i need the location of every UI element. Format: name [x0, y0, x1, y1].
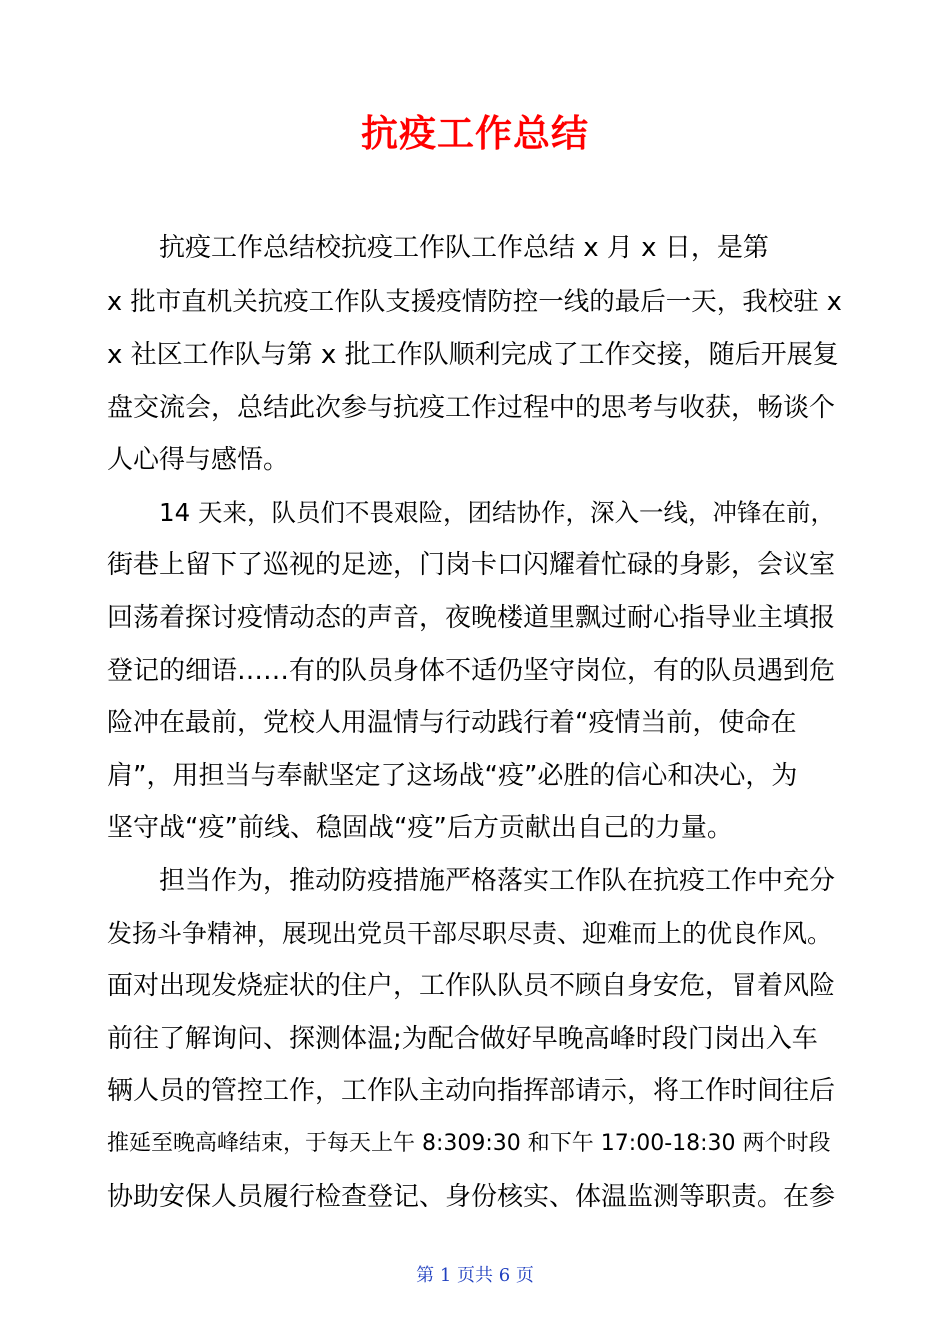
text-line: x 批市直机关抗疫工作队支援疫情防控一线的最后一天，我校驻 x — [107, 287, 842, 317]
text-line: 抗疫工作总结校抗疫工作队工作总结 x 月 x 日，是第 — [159, 233, 769, 263]
text-line: 肩”，用担当与奉献坚定了这场战“疫”必胜的信心和决心，为 — [107, 761, 798, 791]
text-line: 盘交流会，总结此次参与抗疫工作过程中的思考与收获，畅谈个 — [107, 393, 836, 423]
text-line: 坚守战“疫”前线、稳固战“疫”后方贡献出自己的力量。 — [107, 813, 733, 843]
text-line: 回荡着探讨疫情动态的声音，夜晚楼道里飘过耐心指导业主填报 — [107, 603, 836, 633]
text-line: 面对出现发烧症状的住户，工作队队员不顾自身安危，冒着风险 — [107, 971, 836, 1001]
text-line: 登记的细语……有的队员身体不适仍坚守岗位，有的队员遇到危 — [107, 656, 836, 686]
text-line: 推延至晚高峰结束，于每天上午 8:309:30 和下午 17:00-18:30 两个时段 — [107, 1131, 831, 1156]
text-line: 前往了解询问、探测体温;为配合做好早晚高峰时段门岗出入车 — [107, 1024, 818, 1054]
text-line: 担当作为，推动防疫措施严格落实工作队在抗疫工作中充分 — [159, 866, 836, 896]
text-line: 协助安保人员履行检查登记、身份核实、体温监测等职责。在参 — [107, 1182, 836, 1212]
text-line: x 社区工作队与第 x 批工作队顺利完成了工作交接，随后开展复 — [107, 340, 839, 370]
text-line: 街巷上留下了巡视的足迹，门岗卡口闪耀着忙碌的身影，会议室 — [107, 550, 836, 580]
text-line: 险冲在最前，党校人用温情与行动践行着“疫情当前，使命在 — [107, 708, 797, 738]
document-title: 抗疫工作总结 — [361, 112, 589, 155]
text-line: 人心得与感悟。 — [107, 445, 290, 475]
text-line: 辆人员的管控工作，工作队主动向指挥部请示，将工作时间往后 — [107, 1076, 836, 1106]
text-line: 发扬斗争精神，展现出党员干部尽职尽责、迎难而上的优良作风。 — [107, 919, 833, 948]
page-footer: 第 1 页共 6 页 — [416, 1265, 534, 1286]
text-line: 14 天来，队员们不畏艰险，团结协作，深入一线，冲锋在前， — [159, 498, 835, 527]
